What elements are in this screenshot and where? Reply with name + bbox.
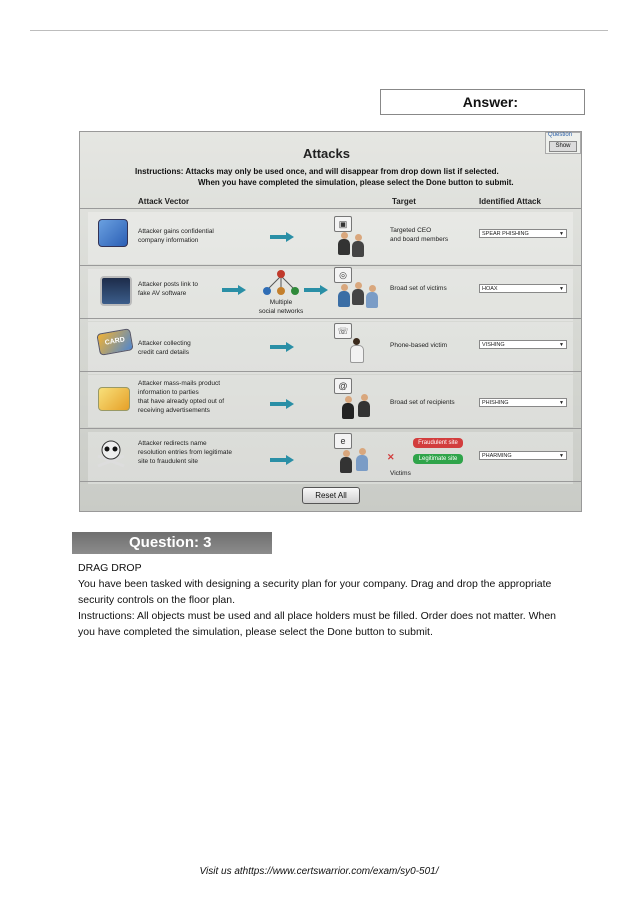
question-type: DRAG DROP bbox=[78, 562, 142, 574]
person-icon bbox=[338, 232, 350, 258]
network-label: Multiple social networks bbox=[258, 299, 304, 315]
attack-vector-text: Attacker gains confidential company information bbox=[138, 228, 214, 244]
identified-attack-select[interactable]: PHARMING ▼ bbox=[479, 451, 567, 460]
footer-link[interactable]: Visit us athttps://www.certswarrior.com/exam/sy0-501/ bbox=[199, 866, 439, 877]
target-text: Victims bbox=[390, 470, 411, 477]
person-icon bbox=[350, 338, 362, 364]
browser-icon: e bbox=[334, 433, 352, 449]
target-text: Phone-based victim bbox=[390, 342, 448, 349]
attack-vector-text: Attacker mass-mails product information to parties that have already opted out of receiving advertisements bbox=[138, 380, 225, 414]
person-icon bbox=[352, 282, 364, 308]
question-text-line-2: security controls on the floor plan. bbox=[78, 594, 235, 606]
social-network-icon bbox=[258, 268, 304, 298]
header-identified-attack: Identified Attack bbox=[479, 197, 541, 206]
attack-vector-text: Attacker collecting credit card details bbox=[138, 340, 191, 356]
attacks-simulation bbox=[79, 131, 582, 512]
answer-label: Answer: bbox=[462, 94, 518, 110]
question-label: Question bbox=[548, 132, 573, 138]
person-icon bbox=[352, 234, 364, 260]
at-icon: @ bbox=[334, 378, 352, 394]
answer-box bbox=[380, 89, 585, 115]
identified-attack-select[interactable]: HOAX ▼ bbox=[479, 284, 567, 293]
person-icon bbox=[358, 394, 370, 420]
question-box bbox=[545, 132, 581, 154]
question-text-line-3: Instructions: All objects must be used and all place holders must be filled. Order does not matter. When bbox=[78, 610, 556, 622]
arrow-icon bbox=[270, 456, 294, 464]
attack-vector-text: Attacker posts link to fake AV software bbox=[138, 281, 198, 297]
row-divider bbox=[80, 265, 581, 266]
identified-attack-select[interactable]: VISHING ▼ bbox=[479, 340, 567, 349]
arrow-icon bbox=[304, 286, 328, 294]
simulation-instructions bbox=[135, 166, 514, 188]
simulation-title: Attacks bbox=[303, 146, 350, 161]
reset-all-button[interactable]: Reset All bbox=[302, 487, 360, 504]
person-icon bbox=[342, 396, 354, 422]
question-heading-bar bbox=[72, 532, 272, 554]
question-heading: Question: 3 bbox=[129, 534, 212, 551]
target-text: Broad set of recipients bbox=[390, 399, 455, 406]
arrow-icon bbox=[222, 286, 246, 294]
target-text: Targeted CEO and board members bbox=[390, 227, 449, 243]
top-divider bbox=[30, 30, 608, 31]
laptop-icon bbox=[100, 276, 132, 306]
person-icon bbox=[340, 450, 352, 476]
credit-card-icon: CARD bbox=[96, 328, 133, 356]
folder-icon bbox=[98, 219, 128, 247]
question-text-line-4: you have completed the simulation, please select the Done button to submit. bbox=[78, 626, 433, 638]
identified-attack-select[interactable]: PHISHING ▼ bbox=[479, 398, 567, 407]
header-divider bbox=[80, 208, 581, 209]
person-icon bbox=[356, 448, 368, 474]
arrow-icon bbox=[270, 400, 294, 408]
globe-icon: ◎ bbox=[334, 267, 352, 283]
row-divider bbox=[80, 371, 581, 372]
briefcase-icon: ▣ bbox=[334, 216, 352, 232]
person-icon bbox=[366, 285, 378, 311]
arrow-icon bbox=[270, 233, 294, 241]
legitimate-site-label: Legitimate site bbox=[413, 454, 463, 464]
header-attack-vector: Attack Vector bbox=[138, 197, 190, 206]
question-text-line-1: You have been tasked with designing a security plan for your company. Drag and drop the appropriate bbox=[78, 578, 552, 590]
target-text: Broad set of victims bbox=[390, 285, 447, 292]
phone-icon: ☏ bbox=[334, 323, 352, 339]
row-divider bbox=[80, 481, 581, 482]
blocked-icon: ✕ bbox=[387, 452, 395, 462]
instructions-line-1: Instructions: Attacks may only be used once, and will disappear from drop down list if selected. bbox=[135, 167, 499, 176]
identified-attack-select[interactable]: SPEAR PHISHING ▼ bbox=[479, 229, 567, 238]
skull-icon bbox=[95, 438, 127, 472]
instructions-line-2: When you have completed the simulation, please select the Done button to submit. bbox=[198, 178, 514, 187]
person-icon bbox=[338, 284, 350, 310]
fraudulent-site-label: Fraudulent site bbox=[413, 438, 463, 448]
arrow-icon bbox=[270, 343, 294, 351]
attack-vector-text: Attacker redirects name resolution entries from legitimate site to fraudulent site bbox=[138, 440, 232, 465]
row-divider bbox=[80, 428, 581, 429]
row-divider bbox=[80, 318, 581, 319]
show-button[interactable]: Show bbox=[549, 141, 577, 152]
mail-icon bbox=[98, 387, 130, 411]
header-target: Target bbox=[392, 197, 416, 206]
